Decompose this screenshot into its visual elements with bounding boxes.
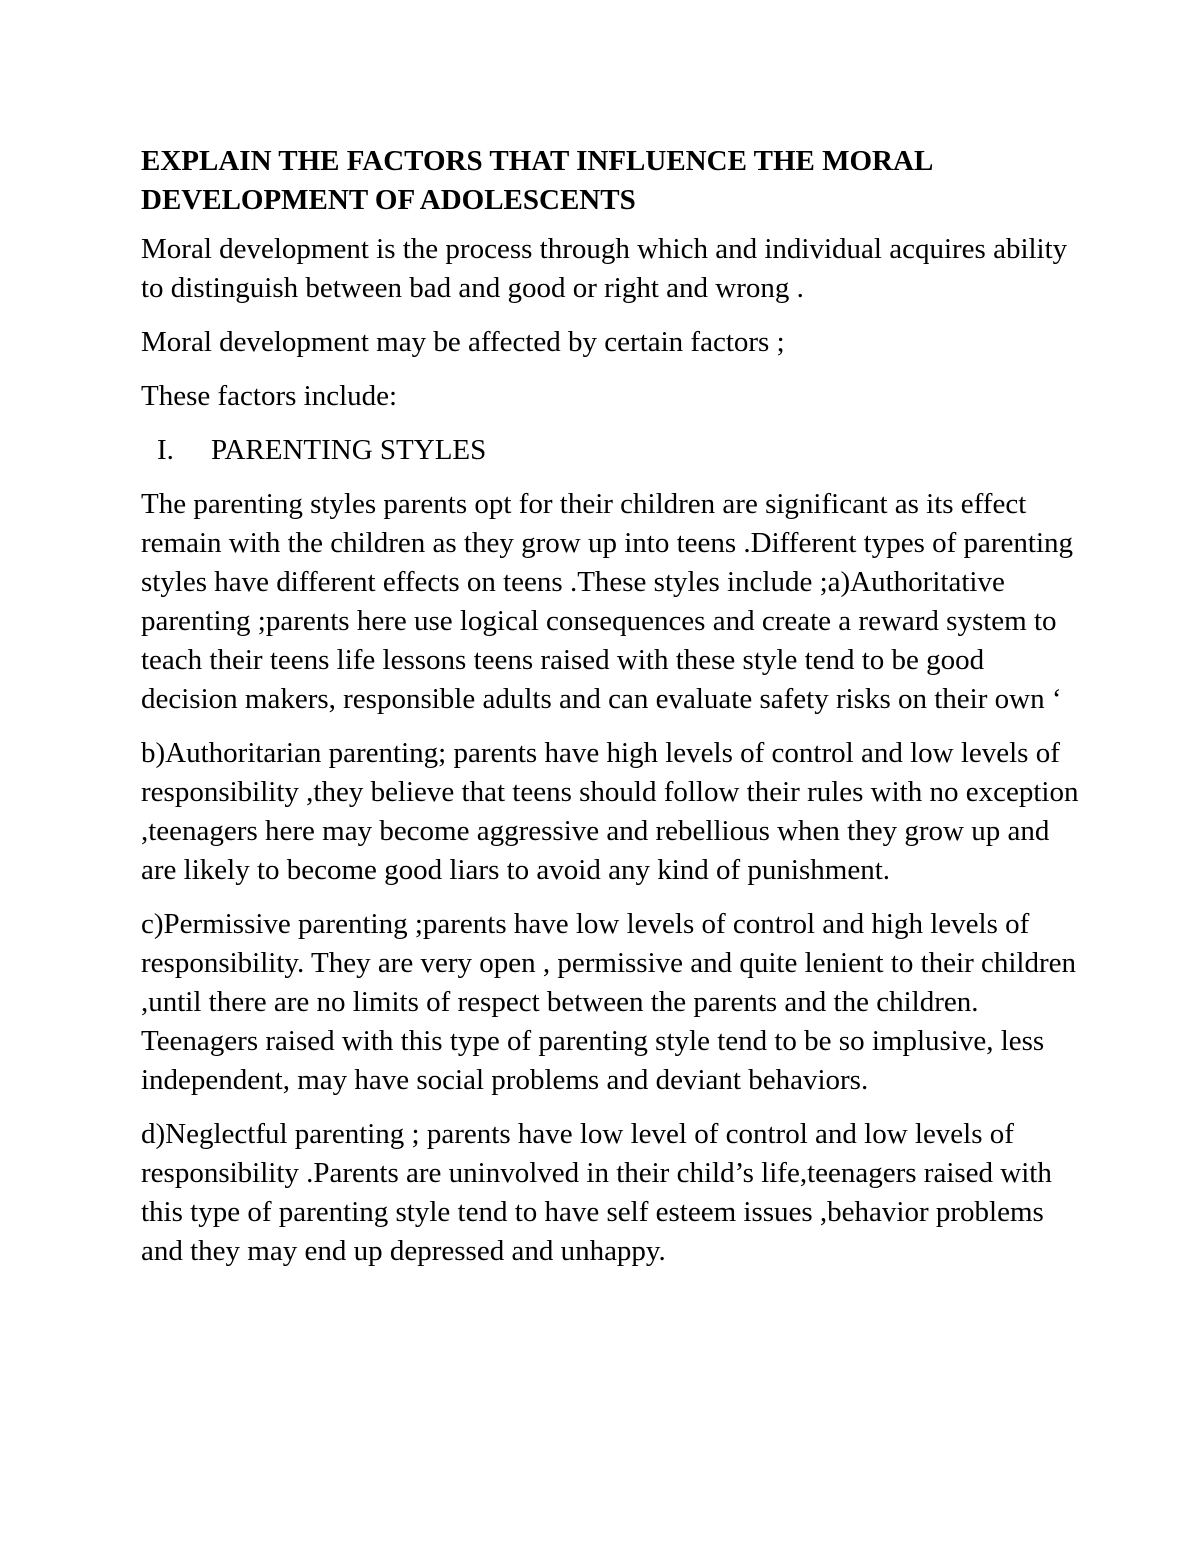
section-heading	[141, 431, 1081, 470]
affected-paragraph: Moral development may be affected by certain factors ;	[141, 326, 785, 358]
include-paragraph: These factors include:	[141, 380, 398, 412]
neglectful-paragraph: d)Neglectful parenting ; parents have low level of control and low levels of responsibility .Parents are uninvolved in their child’s life,teenagers raised with this type of parenting style tend to have self esteem issues ,behavior problems and they may end up depressed and unhappy.	[141, 1118, 1052, 1267]
document-title: EXPLAIN THE FACTORS THAT INFLUENCE THE MORAL DEVELOPMENT OF ADOLESCENTS	[141, 145, 932, 216]
authoritarian-paragraph: b)Authoritarian parenting; parents have high levels of control and low levels of responsibility ,they believe that teens should follow their rules with no exception ,teenagers here may become aggressive and rebellious when they grow up and are likely to become good liars to avoid any kind of punishment.	[141, 737, 1079, 886]
parenting-styles-paragraph: The parenting styles parents opt for their children are significant as its effect remain with the children as they grow up into teens .Different types of parenting styles have different effects on teens .These styles include ;a)Authoritative parenting ;parents here use logical consequences and create a reward system to teach their teens life lessons teens raised with these style tend to be good decision makers, responsible adults and can evaluate safety risks on their own ‘	[141, 488, 1074, 715]
permissive-paragraph: c)Permissive parenting ;parents have low levels of control and high levels of responsibility. They are very open , permissive and quite lenient to their children ,until there are no limits of respect between the parents and the children. Teenagers raised with this type of parenting style tend to be so implusive, less independent, may have social problems and deviant behaviors.	[141, 908, 1076, 1096]
document-body	[141, 142, 1081, 1286]
section-heading-text: PARENTING STYLES	[211, 434, 487, 466]
section-number: I.	[157, 434, 174, 466]
intro-paragraph: Moral development is the process through which and individual acquires ability to distinguish between bad and good or right and wrong .	[141, 233, 1068, 304]
